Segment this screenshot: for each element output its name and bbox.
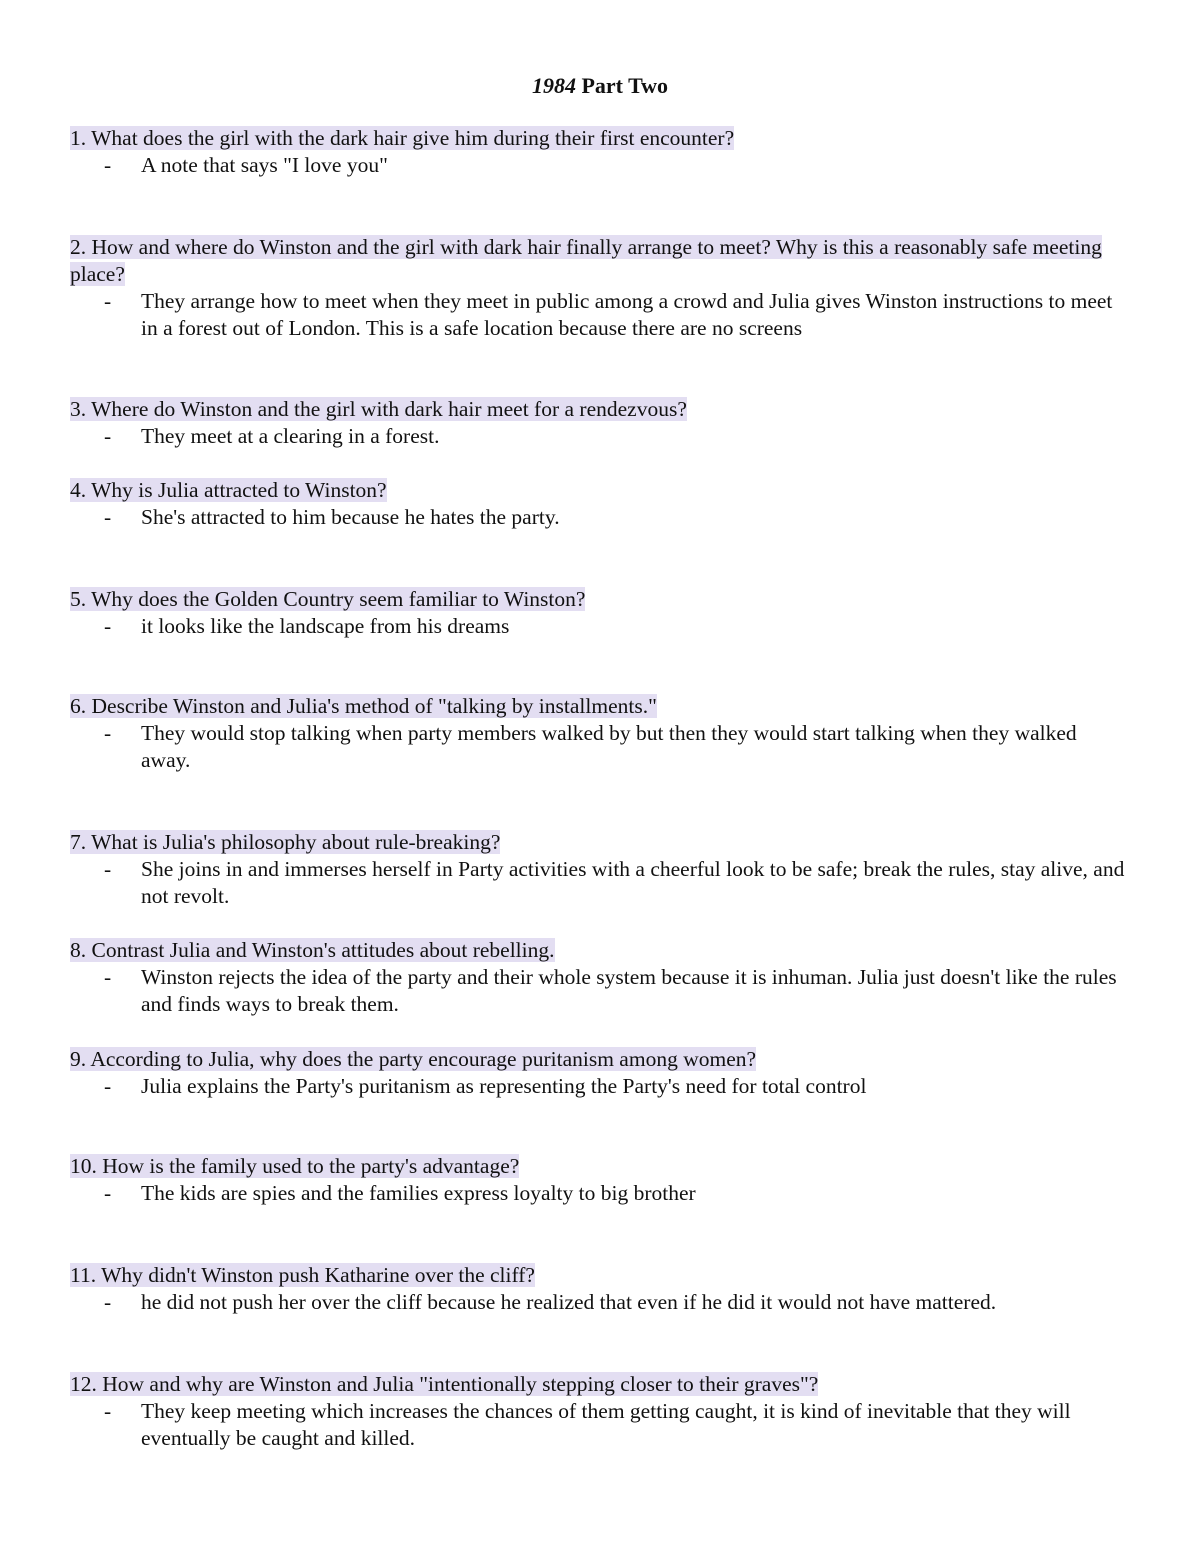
qa-item-1	[70, 125, 1130, 179]
qa-item-6	[70, 693, 1130, 774]
question: 1. What does the girl with the dark hair give him during their first encounter?	[70, 126, 735, 150]
question: 5. Why does the Golden Country seem familiar to Winston?	[70, 587, 586, 611]
qa-item-4	[70, 477, 1130, 531]
question: 12. How and why are Winston and Julia "intentionally stepping closer to their graves"?	[70, 1372, 819, 1396]
answer: - They keep meeting which increases the chances of them getting caught, it is kind of inevitable that they will eventually be caught and killed.	[104, 1399, 1071, 1450]
answer: - it looks like the landscape from his dreams	[104, 614, 510, 638]
answer: - They would stop talking when party members walked by but then they would start talking when they walked away.	[104, 721, 1077, 772]
question: 9. According to Julia, why does the party encourage puritanism among women?	[70, 1047, 757, 1071]
answer: - The kids are spies and the families express loyalty to big brother	[104, 1181, 696, 1205]
qa-item-3	[70, 396, 1130, 450]
answer: - She's attracted to him because he hates the party.	[104, 505, 560, 529]
answer: - he did not push her over the cliff because he realized that even if he did it would not have mattered.	[104, 1290, 997, 1314]
answer: - Julia explains the Party's puritanism as representing the Party's need for total control	[104, 1074, 867, 1098]
title-rest: Part Two	[575, 73, 669, 98]
qa-item-5	[70, 586, 1130, 640]
answer: - She joins in and immerses herself in Party activities with a cheerful look to be safe; break the rules, stay alive, and not revolt.	[104, 857, 1125, 908]
question: 6. Describe Winston and Julia's method of "talking by installments."	[70, 694, 657, 718]
question: 7. What is Julia's philosophy about rule-breaking?	[70, 830, 501, 854]
answer: - They arrange how to meet when they meet in public among a crowd and Julia gives Winston instructions to meet in a forest out of London. This is a safe location because there are no screens	[104, 289, 1113, 340]
qa-item-12	[70, 1371, 1130, 1452]
question: 2. How and where do Winston and the girl with dark hair finally arrange to meet? Why is this a reasonably safe meeting place?	[70, 235, 1102, 286]
question: 4. Why is Julia attracted to Winston?	[70, 478, 387, 502]
qa-item-11	[70, 1262, 1130, 1316]
question: 10. How is the family used to the party's advantage?	[70, 1154, 520, 1178]
qa-item-2	[70, 234, 1130, 342]
title-italic: 1984	[531, 73, 576, 98]
question: 3. Where do Winston and the girl with dark hair meet for a rendezvous?	[70, 397, 687, 421]
answer: - Winston rejects the idea of the party and their whole system because it is inhuman. Julia just doesn't like the rules and finds ways to break them.	[104, 965, 1117, 1016]
qa-item-10	[70, 1153, 1130, 1207]
answer: - They meet at a clearing in a forest.	[104, 424, 440, 448]
question: 11. Why didn't Winston push Katharine over the cliff?	[70, 1263, 535, 1287]
page-title	[0, 72, 1200, 99]
qa-item-9	[70, 1046, 1130, 1100]
qa-item-7	[70, 829, 1130, 910]
qa-item-8	[70, 937, 1130, 1018]
answer: - A note that says "I love you"	[104, 153, 388, 177]
question: 8. Contrast Julia and Winston's attitudes about rebelling.	[70, 938, 555, 962]
